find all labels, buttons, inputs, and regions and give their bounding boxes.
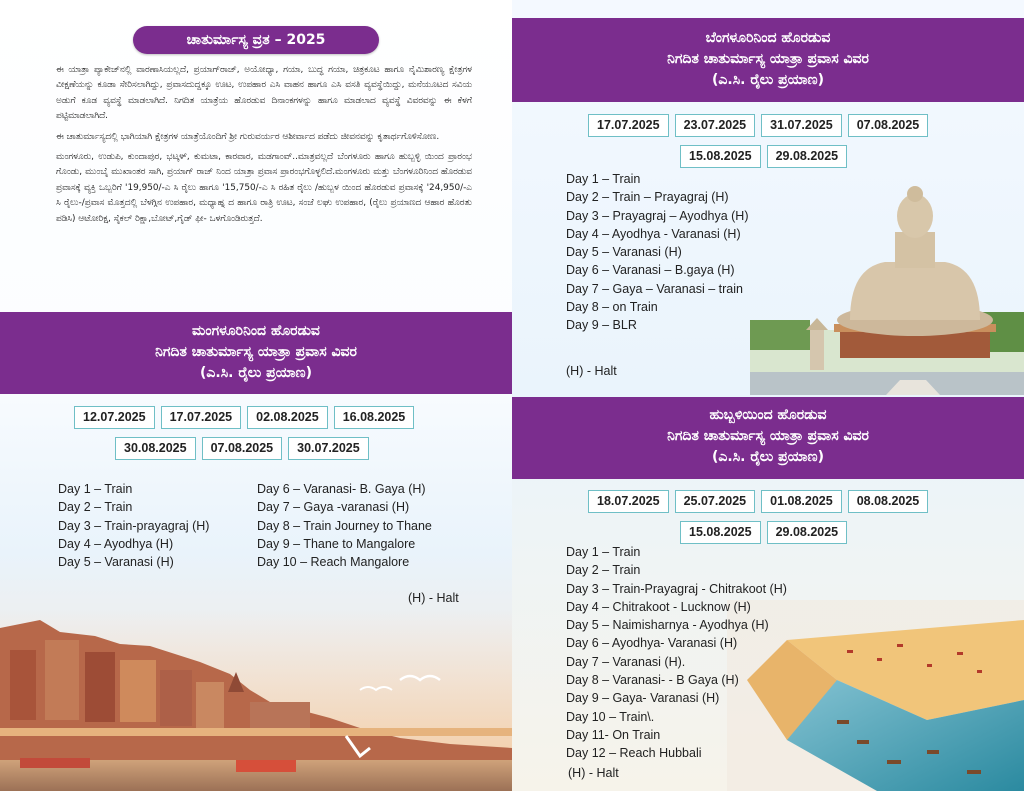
banner-line: (ಎ.ಸಿ. ರೈಲು ಪ್ರಯಾಣ) [199,365,312,381]
itinerary-day: Day 6 – Varanasi- B. Gaya (H) [257,482,426,496]
itinerary-day: Day 1 – Train [58,482,133,496]
date-box: 07.08.2025 [848,114,929,137]
banner-line: (ಎ.ಸಿ. ರೈಲು ಪ್ರಯಾಣ) [711,449,824,465]
hubballi-itinerary [566,543,787,763]
itinerary-day: Day 3 – Prayagraj – Ayodhya (H) [566,208,749,223]
page-title: ಚಾತುರ್ಮಾಸ್ಯ ವ್ರತ – 2025 [133,26,379,54]
date-box: 29.08.2025 [767,521,848,544]
halt-legend: (H) - Halt [568,766,619,780]
date-box: 18.07.2025 [588,490,669,513]
intro-paragraph: ಈ ಚಾತುರ್ಮಾಸ್ಯದಲ್ಲಿ ಭಾಗಿಯಾಗಿ ಕ್ಷೇತ್ರಗಳ ಯಾತ್ರೆಯೊಂದಿಗೆ ಶ್ರೀ ಗುರುವರ್ಯರ ಆಶೀರ್ವಾದ ಪಡೆದು ಜೀವನವನ್ನು ಕೃತಾರ್ಥಗೊಳಿಸೋಣ. [56,131,440,142]
date-box: 30.08.2025 [115,437,196,460]
itinerary-day: Day 9 – BLR [566,318,637,333]
itinerary-day: Day 5 – Varanasi (H) [58,555,174,570]
hubballi-banner [512,397,1024,479]
bengaluru-dates-row-2 [680,145,847,168]
mangalore-itinerary-col-1 [58,480,209,571]
banner-line: (ಎ.ಸಿ. ರೈಲು ಪ್ರಯಾಣ) [711,72,824,88]
itinerary-day: Day 10 – Train\. [566,709,655,724]
banner-line: ನಿಗದಿತ ಚಾತುರ್ಮಾಸ್ಯ ಯಾತ್ರಾ ಪ್ರವಾಸ ವಿವರ [667,51,869,67]
date-box: 31.07.2025 [761,114,842,137]
date-box: 17.07.2025 [588,114,669,137]
itinerary-day: Day 1 – Train [566,545,641,559]
banner-line: ಹುಬ್ಬಳಿಯಿಂದ ಹೊರಡುವ [709,407,827,423]
itinerary-day: Day 7 – Gaya – Varanasi – train [566,281,743,296]
itinerary-day: Day 1 – Train [566,172,641,186]
bengaluru-banner [512,18,1024,102]
date-box: 12.07.2025 [74,406,155,429]
banner-line: ಬೆಂಗಳೂರಿನಿಂದ ಹೊರಡುವ [705,30,831,46]
itinerary-day: Day 6 – Ayodhya- Varanasi (H) [566,636,738,651]
intro-paragraph: ಈ ಯಾತ್ರಾ ಪ್ಯಾಕೇಜ್‌ನಲ್ಲಿ ವಾರಣಾಸಿಯಲ್ಲದೆ, ಪ್ರಯಾಗ್‌ರಾಜ್, ಅಯೋಧ್ಯಾ, ಗಯಾ, ಬುದ್ಧ ಗಯಾ, ಚಿತ್ರಕೂಟ ಹಾಗೂ ನೈಮಿಶಾರಣ್ಯ ಕ್ಷೇತ್ರಗಳ ವೀಕ್ಷಣೆಯನ್ನು ಕೂಡಾ ಸೇರಿಸಲಾಗಿದ್ದು, ಪ್ರವಾಸದುದ್ದಕ್ಕೂ ಊಟ, ಉಪಹಾರ ಎಸಿ ವಾಹನ ಹಾಗೂ ಎಸಿ ವಸತಿ ವ್ಯವಸ್ಥೆಯಿದ್ದು, ಮನೆಯೂಟದ ಸವಿಯ ಅಡುಗೆ ಕೂಡ ವ್ಯವಸ್ಥೆ ಮಾಡಲಾಗಿದೆ. ನಿಗದಿತ ಯಾತ್ರೆಯ ಹೊರಡುವ ದಿನಾಂಕಗಳನ್ನು ಹಾಗೂ ಮಾಡಲಾದ ವ್ಯವಸ್ಥೆ ವಿವರವನ್ನು ಈ ಕೆಳಗೆ ಪಟ್ಟಿಮಾಡಲಾಗಿದೆ. [56,65,472,122]
bengaluru-dates-row-1 [588,114,928,137]
itinerary-day: Day 5 – Varanasi (H) [566,245,682,260]
itinerary-day: Day 11- On Train [566,727,661,742]
right-page [512,0,1024,791]
itinerary-day: Day 2 – Train [566,563,641,578]
itinerary-day: Day 8 – Train Journey to Thane [257,518,432,533]
hubballi-dates-row-2 [680,521,847,544]
itinerary-day: Day 12 – Reach Hubbali [566,746,702,761]
varanasi-ghats-image [0,610,512,791]
banner-line: ನಿಗದಿತ ಚಾತುರ್ಮಾಸ್ಯ ಯಾತ್ರಾ ಪ್ರವಾಸ ವಿವರ [155,344,357,360]
itinerary-day: Day 4 – Ayodhya - Varanasi (H) [566,226,741,241]
itinerary-day: Day 8 – Varanasi- - B Gaya (H) [566,673,739,688]
intro-text [56,63,472,232]
itinerary-day: Day 4 – Ayodhya (H) [58,536,174,551]
itinerary-day: Day 9 – Thane to Mangalore [257,536,416,551]
halt-legend: (H) - Halt [408,591,459,605]
itinerary-day: Day 2 – Train [58,500,133,515]
mangalore-dates-row-1 [74,406,414,429]
itinerary-day: Day 5 – Naimisharnya - Ayodhya (H) [566,618,769,633]
bengaluru-itinerary [566,170,749,335]
date-box: 08.08.2025 [848,490,929,513]
mangalore-itinerary-col-2 [257,480,432,571]
date-box: 16.08.2025 [334,406,415,429]
date-box: 15.08.2025 [680,521,761,544]
halt-legend: (H) - Halt [566,364,617,378]
buddha-statue-image [750,180,1024,395]
itinerary-day: Day 7 – Varanasi (H). [566,654,686,669]
itinerary-day: Day 8 – on Train [566,300,658,315]
itinerary-day: Day 3 – Train-prayagraj (H) [58,518,210,533]
date-box: 17.07.2025 [161,406,242,429]
date-box: 02.08.2025 [247,406,328,429]
itinerary-day: Day 2 – Train – Prayagraj (H) [566,190,729,205]
banner-line: ಮಂಗಳೂರಿನಿಂದ ಹೊರಡುವ [192,323,320,339]
itinerary-day: Day 4 – Chitrakoot - Lucknow (H) [566,599,751,614]
itinerary-day: Day 6 – Varanasi – B.gaya (H) [566,263,735,278]
mangalore-banner [0,312,512,394]
date-box: 23.07.2025 [675,114,756,137]
intro-paragraph: ಮಂಗಳೂರು, ಉಡುಪಿ, ಕುಂದಾಪುರ, ಭಟ್ಕಳ್, ಕುಮಟಾ, ಕಾರವಾರ, ಮಡಗಾಂವ್..ಮಾತ್ರವಲ್ಲದೆ ಬೆಂಗಳೂರು ಹಾಗೂ ಹುಬ್ಬಳ್ಳಿ ಯಿಂದ ಪ್ರಾರಂಭ ಗೊಂಡು, ಮುಂಬೈ ಮುಖಾಂತರ ಸಾಗಿ, ಪ್ರಯಾಗ್ ರಾಜ್ ನಿಂದ ಯಾತ್ರಾ ಪ್ರವಾಸ ಪ್ರಾರಂಭಗೊಳ್ಳಲಿದೆ.ಮಂಗಳೂರು ಮತ್ತು ಬೆಂಗಳೂರಿನಿಂದ ಹೊರಡುವ ಪ್ರವಾಸಕ್ಕೆ ವ್ಯಕ್ತಿ ಒಬ್ಬರಿಗೆ '19,950/-ಎ ಸಿ ರೈಲು ಹಾಗೂ '15,750/-ಎ ಸಿ ರಹಿತ ರೈಲು /ಹುಬ್ಬಳ ಯಿಂದ ಹೊರಡುವ ಪ್ರವಾಸಕ್ಕೆ '24,950/-ಎ ಸಿ ರೈಲು-/ಪ್ರವಾಸ ಮೊತ್ತದಲ್ಲಿ ಬೆಳಗ್ಗಿನ ಉಪಹಾರ, ಮಧ್ಯಾಹ್ನ ದ ಹಾಗೂ ರಾತ್ರಿ ಊಟ, ಸಂಜೆ ಲಘು ಉಪಹಾರ, (ರೈಲು ಪ್ರಯಾಣದ ಆಹಾರ ಹೊರತು ಪಡಿಸಿ) ಆಟೋರಿಕ್ಷ, ಸೈಕಲ್ ರಿಕ್ಷಾ,ಬೋಟ್,ಗೈಡ್ ಫೀ- ಒಳಗೊಂಡಿರುತ್ತದೆ. [56,152,472,224]
hubballi-dates-row-1 [588,490,928,513]
date-box: 30.07.2025 [288,437,369,460]
date-box: 25.07.2025 [675,490,756,513]
banner-line: ನಿಗದಿತ ಚಾತುರ್ಮಾಸ್ಯ ಯಾತ್ರಾ ಪ್ರವಾಸ ವಿವರ [667,428,869,444]
itinerary-day: Day 10 – Reach Mangalore [257,555,410,570]
itinerary-day: Day 9 – Gaya- Varanasi (H) [566,691,720,706]
itinerary-day: Day 3 – Train-Prayagraj - Chitrakoot (H) [566,581,787,596]
date-box: 07.08.2025 [202,437,283,460]
date-box: 15.08.2025 [680,145,761,168]
mangalore-dates-row-2 [115,437,369,460]
date-box: 01.08.2025 [761,490,842,513]
date-box: 29.08.2025 [767,145,848,168]
itinerary-day: Day 7 – Gaya -varanasi (H) [257,500,410,515]
